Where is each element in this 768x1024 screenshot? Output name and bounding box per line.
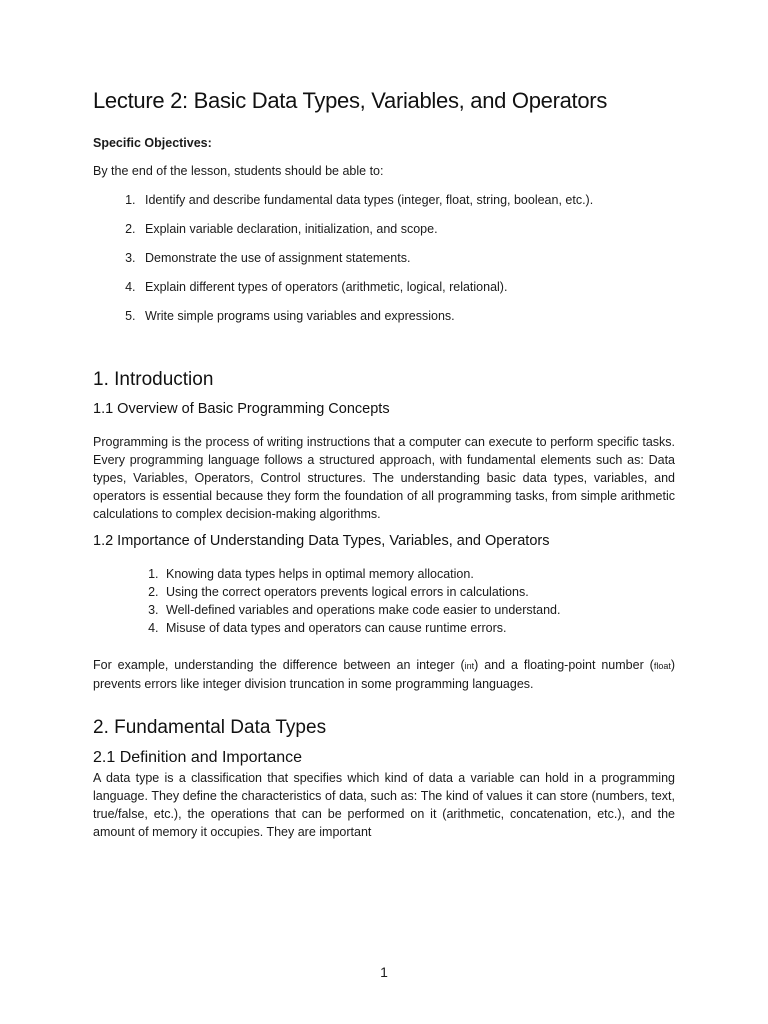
example-text-c: ) prevents errors like integer division truncation in some programming languages. — [93, 658, 675, 691]
subsection-1-1-heading: 1.1 Overview of Basic Programming Concepts — [93, 401, 390, 417]
subsection-2-1-heading: 2.1 Definition and Importance — [93, 749, 303, 766]
objectives-list — [93, 192, 675, 325]
section-1-heading: 1. Introduction — [93, 369, 214, 390]
list-item: 4. Explain different types of operators (arithmetic, logical, relational). — [139, 279, 675, 296]
list-item: 3. Well-defined variables and operations make code easier to understand. — [162, 601, 675, 619]
document-page — [93, 88, 675, 841]
lecture-title: Lecture 2: Basic Data Types, Variables, and Operators — [93, 88, 608, 113]
objectives-intro: By the end of the lesson, students should be able to: — [93, 164, 384, 178]
list-item: 1. Knowing data types helps in optimal memory allocation. — [162, 565, 675, 583]
section-2-heading: 2. Fundamental Data Types — [93, 717, 327, 738]
list-item: 2. Using the correct operators prevents logical errors in calculations. — [162, 583, 675, 601]
subsection-1-2-heading: 1.2 Importance of Understanding Data Types, Variables, and Operators — [93, 533, 550, 549]
page-number: 1 — [380, 964, 388, 980]
example-text-b: ) and a floating-point number ( — [474, 658, 654, 672]
example-paragraph — [93, 656, 675, 693]
list-item: 1. Identify and describe fundamental data types (integer, float, string, boolean, etc.). — [139, 192, 675, 209]
list-item: 3. Demonstrate the use of assignment statements. — [139, 250, 675, 267]
objectives-heading: Specific Objectives: — [93, 136, 212, 150]
intro-paragraph: Programming is the process of writing instructions that a computer can execute to perform specific tasks. Every programming language follows a structured approach, with fundamental elements such as: Data types, Variables, Operators, Control structures. The understanding basic data types, variables, and operators is essential because they form the foundation of all programming tasks, from simple arithmetic calculations to complex decision-making algorithms. — [93, 435, 675, 521]
list-item: 4. Misuse of data types and operators can cause runtime errors. — [162, 619, 675, 637]
code-int: int — [464, 661, 475, 671]
list-item: 2. Explain variable declaration, initialization, and scope. — [139, 221, 675, 238]
example-text-a: For example, understanding the difference between an integer ( — [93, 658, 465, 672]
importance-list — [93, 565, 675, 637]
list-item: 5. Write simple programs using variables and expressions. — [139, 308, 675, 325]
definition-paragraph: A data type is a classification that specifies which kind of data a variable can hold in a programming language. They define the characteristics of data, such as: The kind of values it can store (numbers, text, true/false, etc.), the operations that can be performed on it (arithmetic, concatenation, etc.), and the amount of memory it occupies. They are important — [93, 771, 675, 839]
code-float: float — [653, 661, 671, 671]
